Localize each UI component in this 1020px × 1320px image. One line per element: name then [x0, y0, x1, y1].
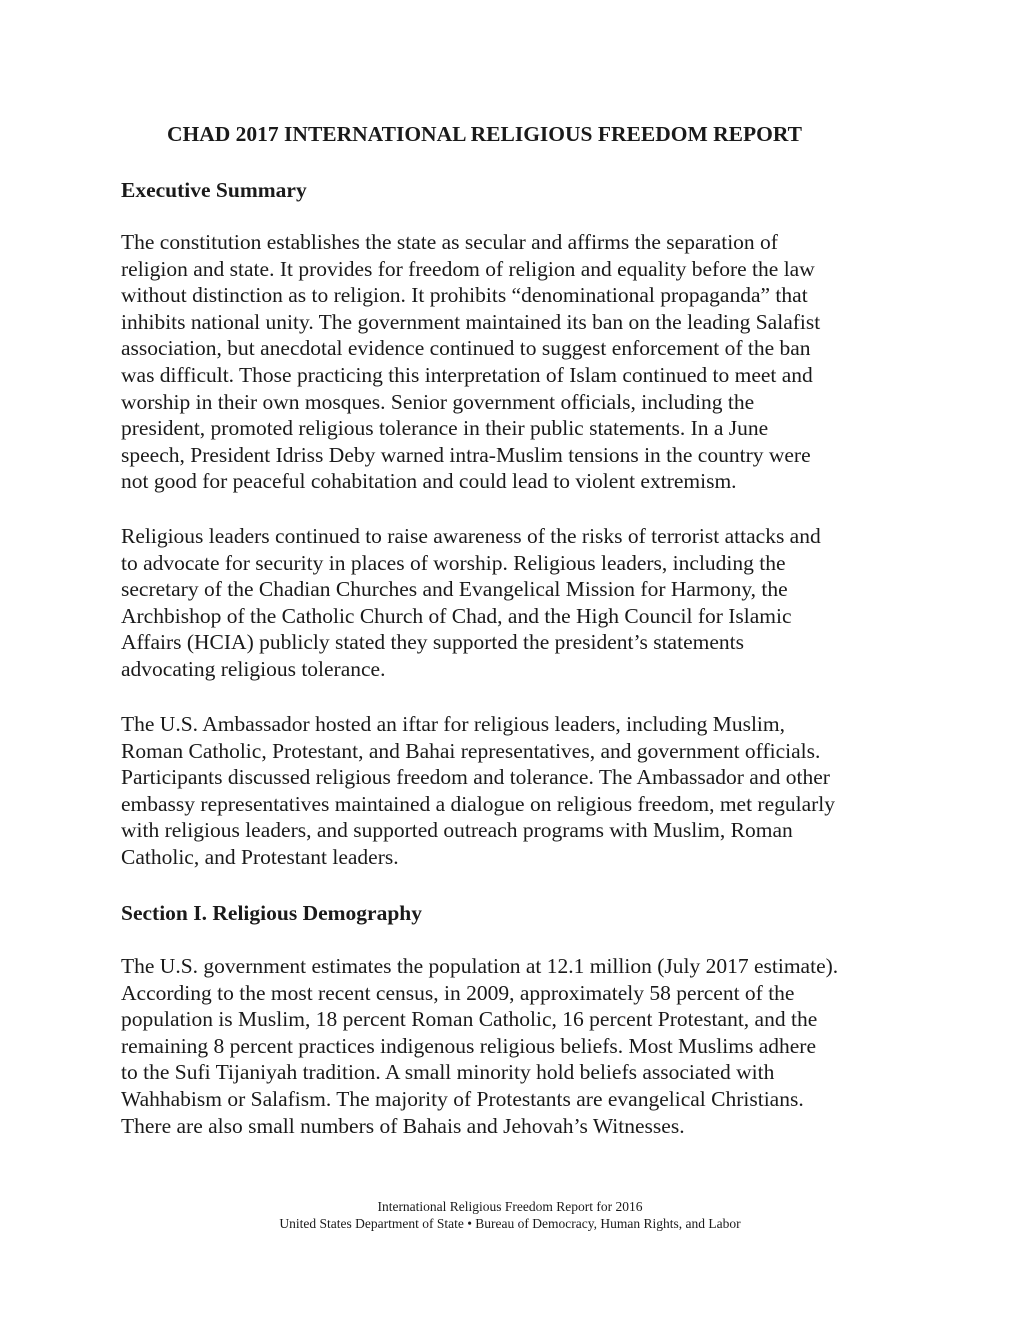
text-line: Wahhabism or Salafism. The majority of Protestants are evangelical Christians. — [121, 1086, 804, 1111]
text-line: embassy representatives maintained a dialogue on religious freedom, met regularly — [121, 791, 836, 816]
text-line: not good for peaceful cohabitation and could lead to violent extremism. — [121, 469, 737, 494]
section-heading-religious-demography: Section I. Religious Demography — [121, 901, 422, 925]
text-line: secretary of the Chadian Churches and Evangelical Mission for Harmony, the — [121, 577, 788, 602]
paragraph-religious-demography-1 — [121, 953, 901, 1139]
document-title: CHAD 2017 INTERNATIONAL RELIGIOUS FREEDOM REPORT — [167, 122, 802, 146]
footer-department: United States Department of State • Bureau of Democracy, Human Rights, and Labor — [279, 1216, 741, 1231]
text-line: Religious leaders continued to raise awareness of the risks of terrorist attacks and — [121, 524, 821, 548]
page-footer — [0, 1198, 1020, 1232]
text-line: without distinction as to religion. It prohibits “denominational propaganda” that — [121, 283, 808, 308]
text-line: Roman Catholic, Protestant, and Bahai representatives, and government officials. — [121, 738, 821, 763]
text-line: According to the most recent census, in 2009, approximately 58 percent of the — [121, 980, 795, 1005]
text-line: advocating religious tolerance. — [121, 656, 386, 681]
text-line: worship in their own mosques. Senior government officials, including the — [121, 389, 755, 414]
text-line: The constitution establishes the state as secular and affirms the separation of — [121, 230, 778, 254]
text-line: president, promoted religious tolerance in their public statements. In a June — [121, 416, 769, 441]
text-line: population is Muslim, 18 percent Roman Catholic, 16 percent Protestant, and the — [121, 1007, 818, 1032]
text-line: inhibits national unity. The government maintained its ban on the leading Salafist — [121, 309, 821, 334]
text-line: association, but anecdotal evidence continued to suggest enforcement of the ban — [121, 336, 811, 361]
text-line: religion and state. It provides for freedom of religion and equality before the law — [121, 256, 815, 281]
text-line: to the Sufi Tijaniyah tradition. A small minority hold beliefs associated with — [121, 1060, 775, 1085]
text-line: was difficult. Those practicing this interpretation of Islam continued to meet and — [121, 362, 813, 387]
text-line: The U.S. government estimates the population at 12.1 million (July 2017 estimate). — [121, 954, 839, 978]
text-line: remaining 8 percent practices indigenous religious beliefs. Most Muslims adhere — [121, 1033, 816, 1058]
paragraph-executive-summary-1 — [121, 229, 901, 495]
text-line: There are also small numbers of Bahais and Jehovah’s Witnesses. — [121, 1113, 685, 1138]
section-heading-executive-summary: Executive Summary — [121, 178, 307, 202]
text-line: Participants discussed religious freedom and tolerance. The Ambassador and other — [121, 765, 830, 790]
paragraph-executive-summary-2 — [121, 523, 901, 683]
text-line: The U.S. Ambassador hosted an iftar for religious leaders, including Muslim, — [121, 712, 785, 736]
footer-report-title: International Religious Freedom Report for 2016 — [377, 1199, 643, 1214]
text-line: Affairs (HCIA) publicly stated they supported the president’s statements — [121, 630, 744, 655]
text-line: speech, President Idriss Deby warned intra-Muslim tensions in the country were — [121, 442, 811, 467]
text-line: with religious leaders, and supported outreach programs with Muslim, Roman — [121, 818, 793, 843]
text-line: to advocate for security in places of worship. Religious leaders, including the — [121, 550, 786, 575]
paragraph-executive-summary-3 — [121, 711, 901, 871]
text-line: Catholic, and Protestant leaders. — [121, 844, 399, 869]
text-line: Archbishop of the Catholic Church of Chad, and the High Council for Islamic — [121, 603, 792, 628]
